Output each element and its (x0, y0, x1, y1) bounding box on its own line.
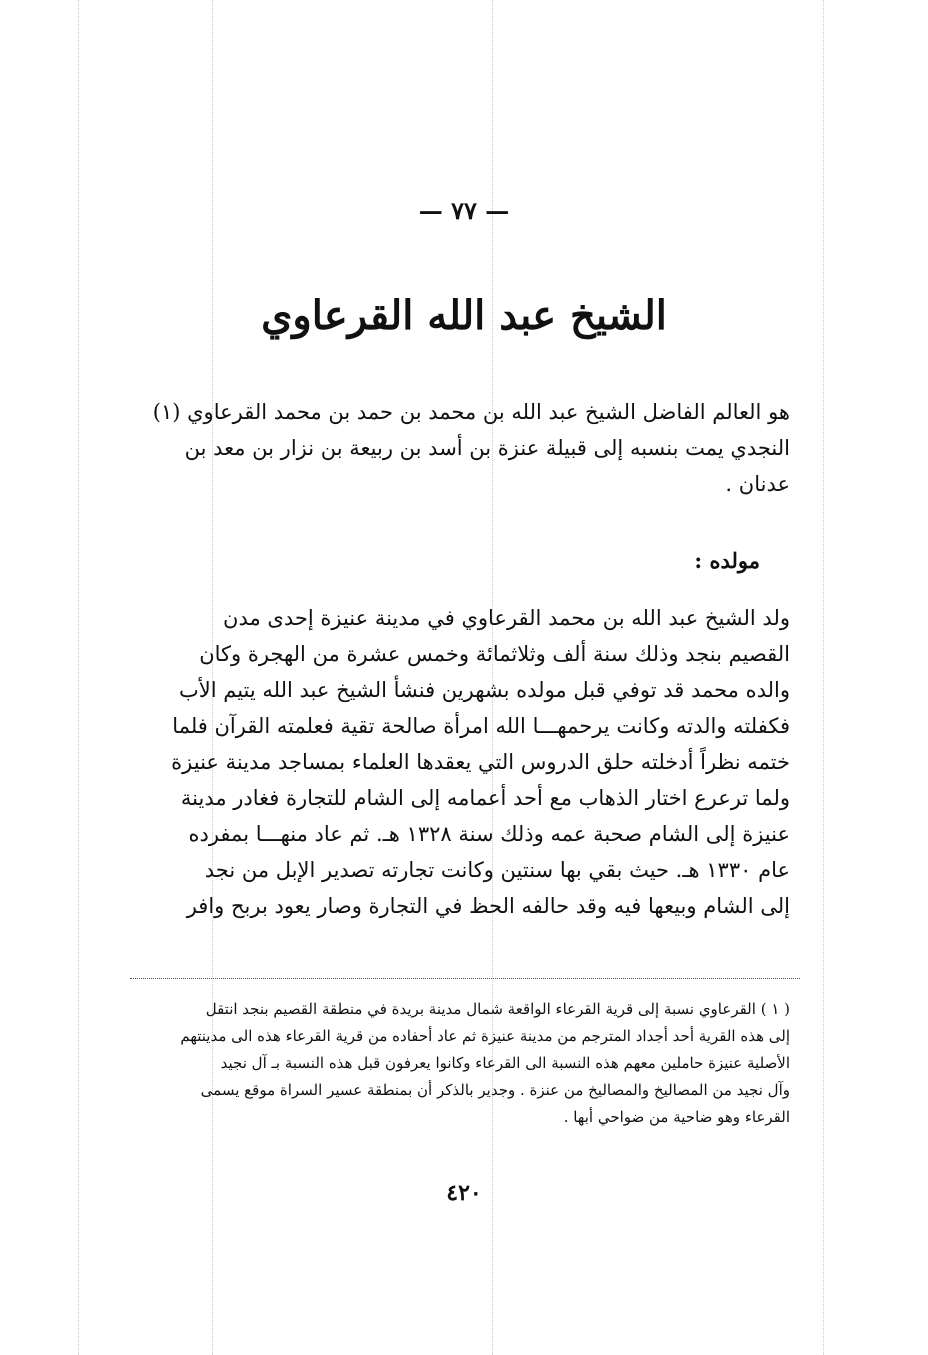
body-line: ختمه نظراً أدخلته حلق الدروس التي يعقدها العلماء بمساجد مدينة عنيزة (171, 750, 790, 774)
footnote-line: وآل نجيد من المصاليخ والمصاليخ من عنزة . وجدير بالذكر أن بمنطقة عسير السراة موقع يسمى (200, 1081, 790, 1099)
footnote-block (130, 996, 790, 1131)
intro-line: عدنان . (725, 472, 790, 496)
footnote-line: ( ١ ) القرعاوي نسبة إلى قرية القرعاء الواقعة شمال مدينة بريدة في منطقة القصيم بنجد انتقل (205, 1000, 790, 1018)
page-header: — ٧٧ — (418, 196, 510, 225)
intro-line: النجدي يمت بنسبه إلى قبيلة عنزة بن أسد بن ربيعة بن نزار بن معد بن (184, 436, 790, 460)
page-title: الشيخ عبد الله القرعاوي (261, 292, 667, 339)
footnote-divider (130, 978, 800, 979)
body-line: عنيزة إلى الشام صحبة عمه وذلك سنة ١٣٢٨ هـ. ثم عاد منهـــا بمفرده (188, 822, 790, 846)
footnote-line: إلى هذه القرية أحد أجداد المترجم من مدينة عنيزة ثم عاد أحفاده من قرية القرعاء هذه الى مدينتهم (180, 1027, 790, 1045)
body-line: عام ١٣٣٠ هـ. حيث بقي بها سنتين وكانت تجارته تصدير الإبل من نجد (204, 858, 790, 882)
section-heading-birth: مولده : (694, 548, 760, 573)
body-line: ولد الشيخ عبد الله بن محمد القرعاوي في مدينة عنيزة إحدى مدن (223, 606, 790, 630)
body-line: والده محمد قد توفي قبل مولده بشهرين فنشأ الشيخ عبد الله يتيم الأب (178, 678, 790, 702)
page-number: ٤٢٠ (446, 1180, 482, 1206)
footnote-line: القرعاء وهو ضاحية من ضواحي أبها . (563, 1108, 790, 1126)
body-paragraph (130, 600, 790, 924)
footnote-line: الأصلية عنيزة حاملين معهم هذه النسبة الى القرعاء وكانوا يعرفون قبل هذه النسبة بـ آل نجيد (220, 1054, 790, 1072)
body-line: القصيم بنجد وذلك سنة ألف وثلاثمائة وخمس عشرة من الهجرة وكان (199, 642, 790, 666)
intro-paragraph (130, 394, 790, 502)
body-line: إلى الشام وبيعها فيه وقد حالفه الحظ في التجارة وصار يعود بربح وافر (186, 894, 790, 918)
body-line: ولما ترعرع اختار الذهاب مع أحد أعمامه إلى الشام للتجارة فغادر مدينة (180, 786, 790, 810)
body-line: فكفلته والدته وكانت يرحمهـــا الله امرأة صالحة تقية فعلمته القرآن فلما (172, 714, 790, 738)
intro-line: هو العالم الفاضل الشيخ عبد الله بن محمد بن حمد بن محمد القرعاوي (١) (152, 400, 790, 424)
